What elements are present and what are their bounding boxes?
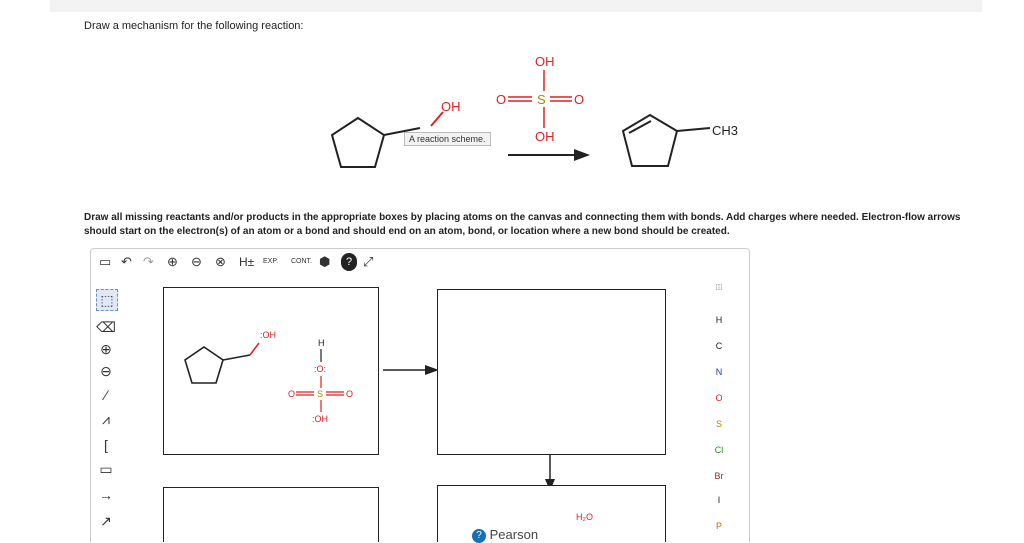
- editor-toolbar: [91, 249, 421, 275]
- editor-sidebar: [91, 279, 121, 542]
- reactant-box[interactable]: [163, 287, 379, 455]
- reactant-oh-bond: [431, 112, 443, 126]
- instructions: Draw all missing reactants and/or products in the appropriate boxes by placing atoms on the canvas and connecting them with bonds. Add charges where needed. Electron-flow arrows should start on the electron(s) of an atom or a bond and should end on an atom, bond, or location where a new bond should be created.: [84, 212, 961, 237]
- lower-left-box[interactable]: [163, 487, 379, 542]
- box1-oh-bottom: :OH: [312, 414, 329, 424]
- box1-s: S: [317, 389, 324, 399]
- acid-oh-top: OH: [535, 54, 555, 69]
- reactant-box-drawing: [164, 288, 378, 454]
- zoom-in-icon[interactable]: ⊕: [167, 254, 178, 269]
- box1-o-left: O: [288, 389, 296, 399]
- h2o-label: H₂O: [576, 512, 593, 522]
- contract-button[interactable]: CONT.: [291, 258, 312, 265]
- element-o[interactable]: O: [715, 393, 723, 403]
- acid-oh-bottom: OH: [535, 129, 555, 144]
- periodic-table-icon[interactable]: ⁞⁞⁞: [715, 283, 723, 292]
- element-cl[interactable]: Cl: [714, 445, 724, 455]
- drawing-editor: [90, 248, 750, 542]
- element-p[interactable]: P: [715, 521, 722, 531]
- help-icon[interactable]: ?: [341, 253, 357, 271]
- product-ch3: CH3: [712, 123, 739, 138]
- intermediate-box[interactable]: [437, 289, 666, 455]
- bond-tool-icon[interactable]: ⁄: [104, 387, 108, 403]
- redo-icon[interactable]: ↷: [143, 254, 154, 269]
- acid-s: S: [537, 92, 546, 107]
- element-c[interactable]: C: [715, 341, 723, 351]
- bracket-tool-icon[interactable]: [: [104, 437, 108, 453]
- element-i[interactable]: I: [717, 495, 721, 505]
- undo-icon[interactable]: ↶: [121, 254, 132, 269]
- element-s[interactable]: S: [715, 419, 722, 429]
- pearson-logo-icon: ?: [472, 529, 486, 543]
- acid-o-left: O: [496, 92, 507, 107]
- question-prompt: Draw a mechanism for the following reaction:: [84, 20, 304, 32]
- zoom-reset-icon[interactable]: ⊗: [215, 254, 226, 269]
- box1-h: H: [318, 338, 325, 348]
- negative-charge-icon[interactable]: ⊖: [100, 363, 112, 379]
- box-arrow-right: [381, 363, 441, 377]
- positive-charge-icon[interactable]: ⊕: [100, 341, 112, 357]
- element-br[interactable]: Br: [714, 471, 724, 481]
- fullscreen-icon[interactable]: ⤢: [363, 254, 374, 269]
- reaction-scheme: [0, 0, 1024, 210]
- pearson-watermark: [472, 527, 538, 543]
- eraser-icon[interactable]: ⌫: [96, 319, 116, 335]
- zoom-out-icon[interactable]: ⊖: [191, 254, 202, 269]
- reaction-arrow-tool-icon[interactable]: →: [99, 487, 113, 503]
- new-page-icon[interactable]: ▭: [99, 254, 112, 269]
- product-double-bond: [629, 121, 651, 133]
- element-n[interactable]: N: [715, 367, 723, 377]
- box1-o-right: O: [346, 389, 354, 399]
- box1-o-top: :O:: [314, 364, 327, 374]
- scheme-alt-text: A reaction scheme.: [404, 132, 491, 146]
- expand-button[interactable]: EXP.: [263, 258, 279, 265]
- hplus-button[interactable]: H±: [239, 255, 255, 269]
- curved-arrow-tool-icon[interactable]: ↗: [100, 513, 112, 529]
- shape-tool-icon[interactable]: ▭: [99, 461, 113, 477]
- element-h[interactable]: H: [715, 315, 723, 325]
- acid-o-right: O: [574, 92, 585, 107]
- watermark-text: Pearson: [489, 527, 539, 542]
- select-tool-icon[interactable]: ⬚: [96, 289, 118, 311]
- reactant-oh-label: OH: [441, 99, 461, 114]
- box1-oh: :OH: [260, 330, 277, 340]
- reactant-ring: [332, 118, 384, 167]
- info-icon[interactable]: ⬢: [319, 254, 331, 269]
- chain-tool-icon[interactable]: ⩘: [102, 411, 110, 427]
